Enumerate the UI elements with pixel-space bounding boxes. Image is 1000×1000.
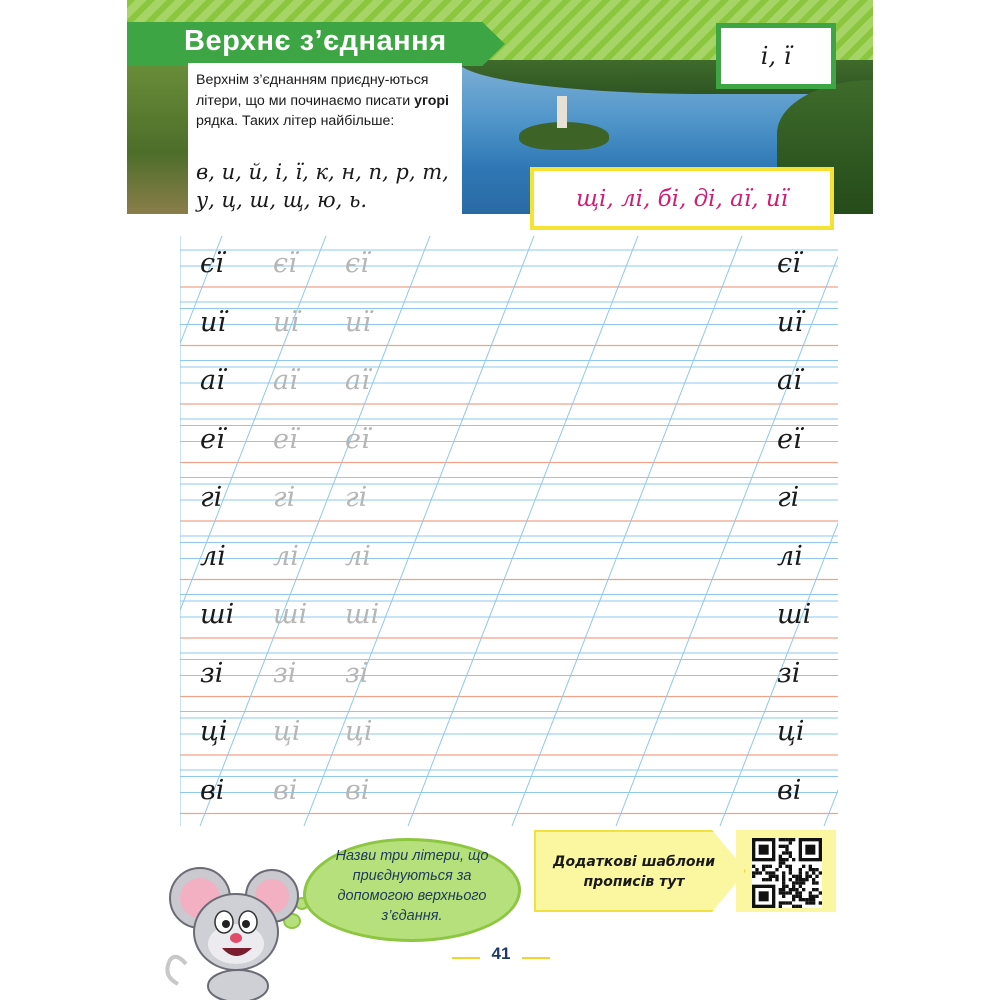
model-syllable: иї xyxy=(200,306,227,338)
trace-syllable: зі xyxy=(273,657,297,689)
end-syllable: гі xyxy=(777,482,800,513)
rule-text: Верхнім з’єднанням приєдну-ються літери, що ми починаємо писати угорі рядка. Таких літер найбільше: xyxy=(196,72,449,129)
mouse-icon xyxy=(160,856,300,1000)
trace-syllable: аї xyxy=(273,365,298,396)
end-syllable: зі xyxy=(777,657,801,689)
rule-bold-word: угорі xyxy=(414,92,449,109)
model-syllable: лі xyxy=(200,540,226,572)
qr-banner-text: Додаткові шаблони прописів тут xyxy=(552,854,716,890)
end-syllable: еї xyxy=(777,423,802,455)
trace-syllable: аї xyxy=(345,365,370,396)
model-syllable: ші xyxy=(200,599,235,630)
trace-syllable: ві xyxy=(273,774,298,806)
trace-syllable: еї xyxy=(345,423,370,455)
trace-syllable: ці xyxy=(273,716,301,747)
trace-syllable: еї xyxy=(273,423,298,455)
trace-syllable: єї xyxy=(273,248,297,279)
examples-box: щі, лі, бі, ді, аї, иї xyxy=(530,167,834,230)
model-syllable: ці xyxy=(200,716,228,747)
page-number: 41 xyxy=(491,944,511,963)
trace-syllable: єї xyxy=(345,248,369,279)
model-syllable: єї xyxy=(200,248,224,279)
page-title: Верхнє з’єднання xyxy=(184,25,447,57)
trace-syllable: гі xyxy=(345,482,368,513)
model-syllable: аї xyxy=(200,365,225,396)
page-number-line xyxy=(452,957,480,959)
end-syllable: иї xyxy=(777,306,804,338)
trace-syllable: ші xyxy=(273,599,308,630)
page-number-line xyxy=(522,957,550,959)
qr-code-icon[interactable] xyxy=(752,838,822,908)
trace-syllable: ші xyxy=(345,599,380,630)
end-syllable: ві xyxy=(777,774,802,806)
trace-syllable: лі xyxy=(345,540,371,572)
trace-syllable: гі xyxy=(273,482,296,513)
trace-syllable: иї xyxy=(345,306,372,338)
end-syllable: єї xyxy=(777,248,801,279)
model-syllable: еї xyxy=(200,423,225,455)
model-syllable: гі xyxy=(200,482,223,513)
model-syllable: ві xyxy=(200,774,225,806)
end-syllable: аї xyxy=(777,365,802,396)
trace-syllable: зі xyxy=(345,657,369,689)
model-syllable: зі xyxy=(200,657,224,689)
focus-letters-box: і, ї xyxy=(716,23,836,89)
trace-syllable: ці xyxy=(345,716,373,747)
end-syllable: ці xyxy=(777,716,805,747)
trace-syllable: ві xyxy=(345,774,370,806)
trace-syllable: лі xyxy=(273,540,299,572)
trace-syllable: иї xyxy=(273,306,300,338)
letters-list: в, и, й, і, ї, к, н, п, р, т, у, ц, ш, щ, ю, ь. xyxy=(196,160,449,212)
bubble-text: Назви три літери, що приєднуються за допомогою верхнього з’єдання. xyxy=(335,848,489,924)
end-syllable: ші xyxy=(777,599,812,630)
end-syllable: лі xyxy=(777,540,803,572)
